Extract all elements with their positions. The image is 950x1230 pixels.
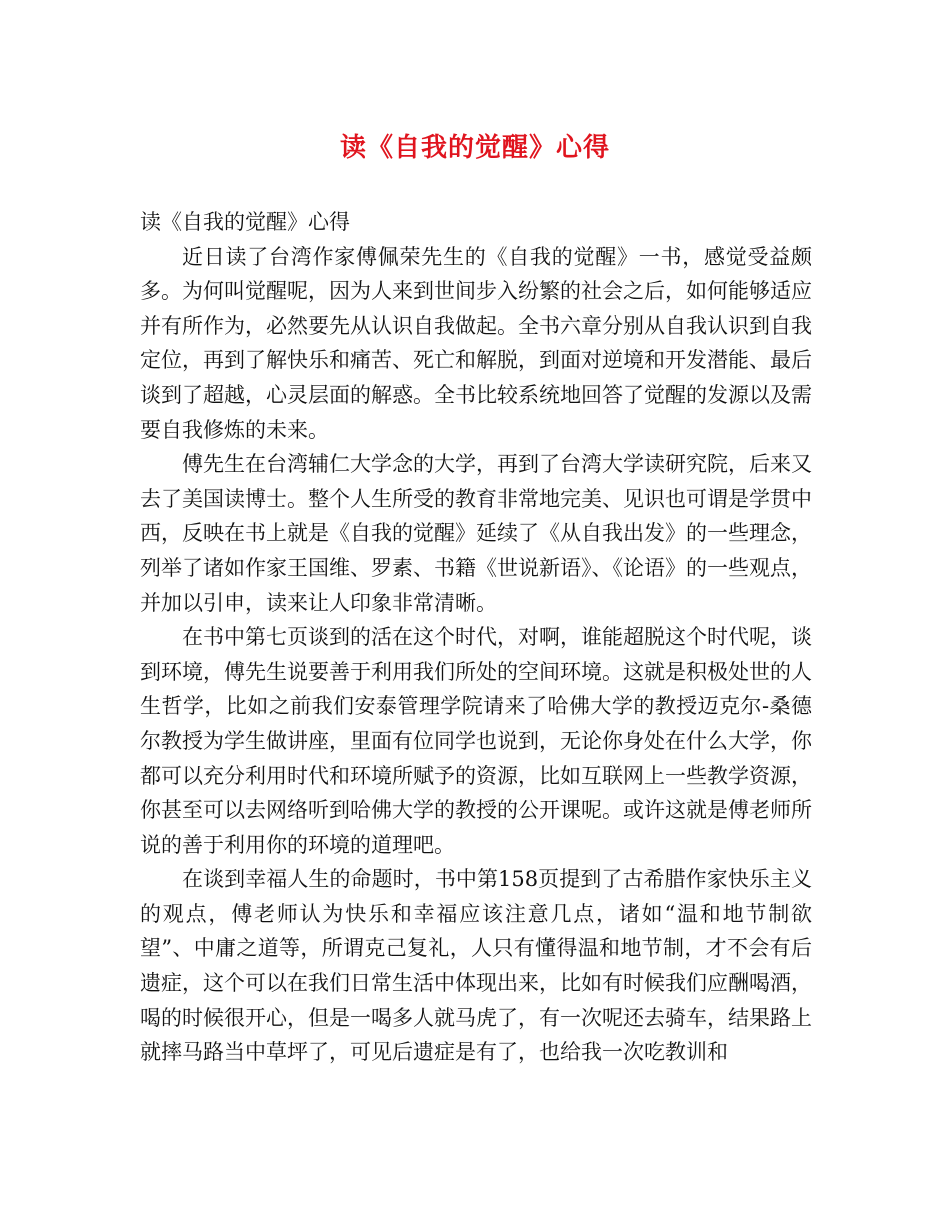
paragraph: 在谈到幸福人生的命题时，书中第158页提到了古希腊作家快乐主义的观点，傅老师认为快乐和幸福应该注意几点，诸如“温和地节制欲望”、中庸之道等，所谓克己复礼，人只有懂得温和地节制，才不会有后遗症，这个可以在我们日常生活中体现出来，比如有时候我们应酬喝酒，喝的时候很开心，但是一喝多人就马虎了，有一次呢还去骑车，结果路上就摔马路当中草坪了，可见后遗症是有了，也给我一次吃教训和 bbox=[140, 867, 812, 1065]
document-title: 读《自我的觉醒》心得 bbox=[339, 133, 610, 163]
paragraph: 在书中第七页谈到的活在这个时代，对啊，谁能超脱这个时代呢，谈到环境，傅先生说要善于利用我们所处的空间环境。这就是积极处世的人生哲学，比如之前我们安泰管理学院请来了哈佛大学的教授迈克尔-桑德尔教授为学生做讲座，里面有位同学也说到，无论你身处在什么大学，你都可以充分利用时代和环境所赋予的资源，比如互联网上一些教学资源，你甚至可以去网络听到哈佛大学的教授的公开课呢。或许这就是傅老师所说的善于利用你的环境的道理吧。 bbox=[140, 625, 812, 857]
paragraph: 近日读了台湾作家傅佩荣先生的《自我的觉醒》一书，感觉受益颇多。为何叫觉醒呢，因为人来到世间步入纷繁的社会之后，如何能够适应并有所作为，必然要先从认识自我做起。全书六章分别从自我认识到自我定位，再到了解快乐和痛苦、死亡和解脱，到面对逆境和开发潜能、最后谈到了超越，心灵层面的解惑。全书比较系统地回答了觉醒的发源以及需要自我修炼的未来。 bbox=[140, 244, 812, 442]
document-body bbox=[140, 205, 812, 1070]
paragraph: 傅先生在台湾辅仁大学念的大学，再到了台湾大学读研究院，后来又去了美国读博士。整个人生所受的教育非常地完美、见识也可谓是学贯中西，反映在书上就是《自我的觉醒》延续了《从自我出发》的一些理念，列举了诸如作家王国维、罗素、书籍《世说新语》、《论语》的一些观点，并加以引申，读来让人印象非常清晰。 bbox=[140, 452, 812, 615]
document-subtitle: 读《自我的觉醒》心得 bbox=[140, 210, 350, 234]
